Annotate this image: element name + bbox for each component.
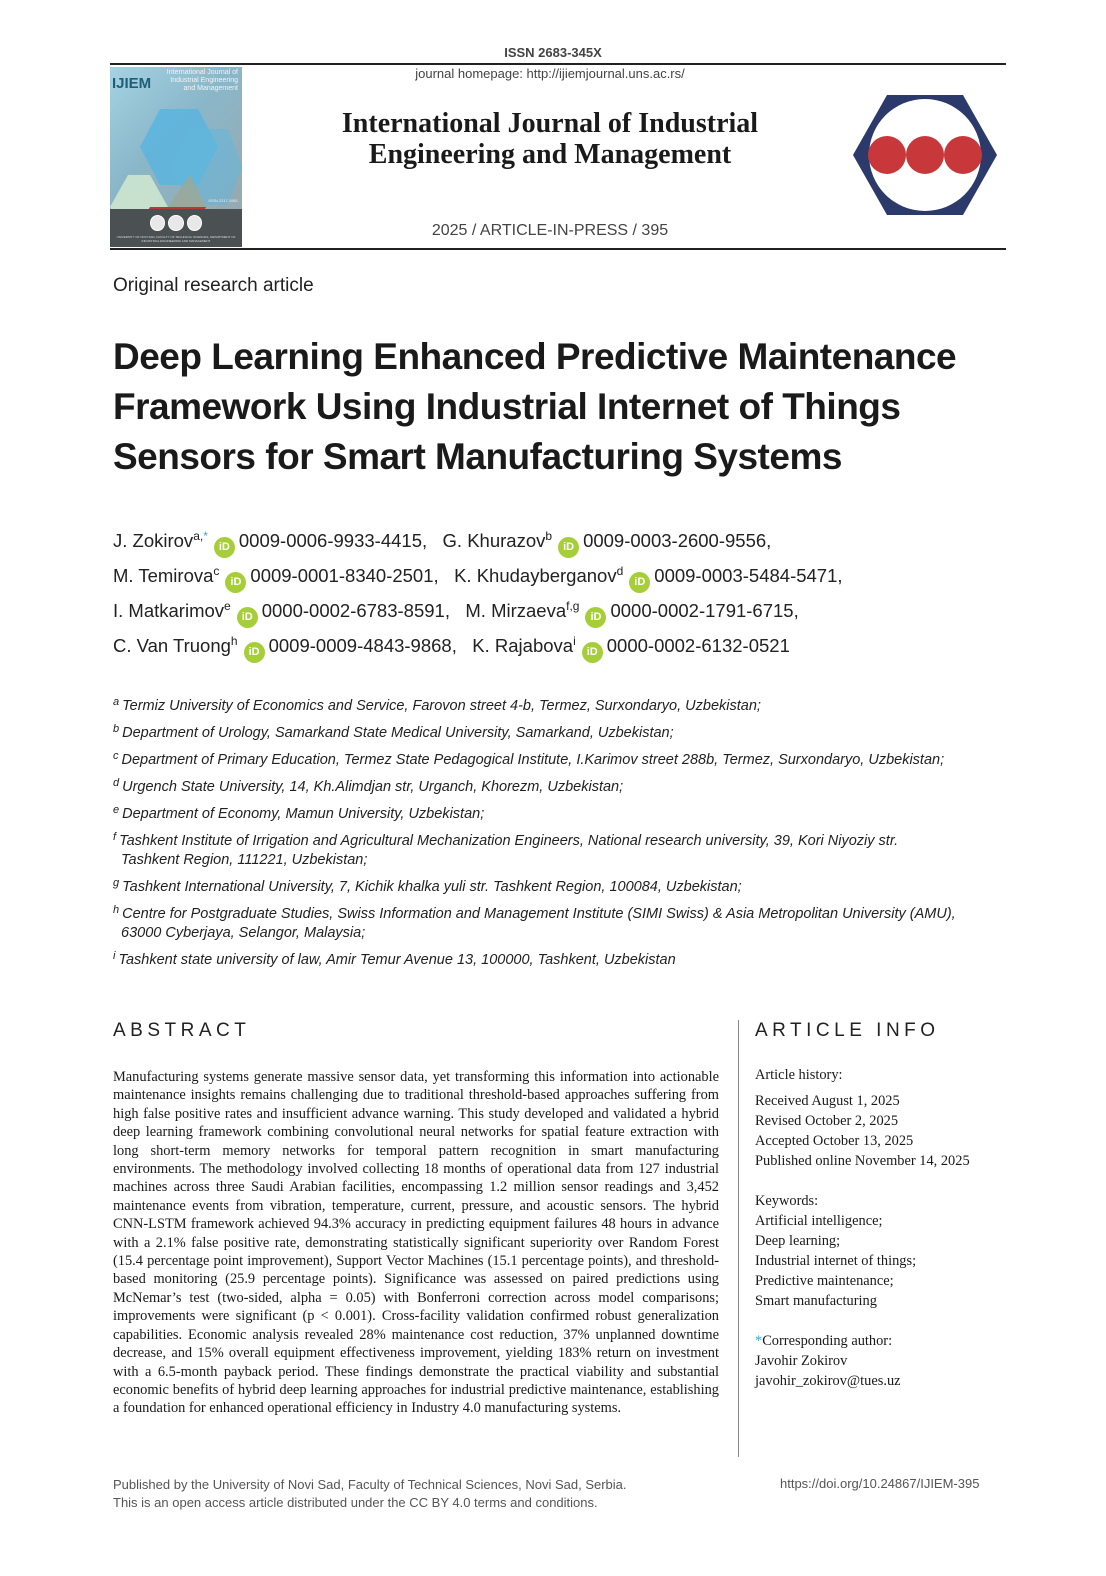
orcid-icon[interactable]: iD (585, 607, 606, 628)
cover-logo-text: IJIEM (112, 75, 152, 92)
keyword-item: Deep learning; (755, 1233, 841, 1249)
affiliation-text-continued: 63000 Cyberjaya, Selangor, Malaysia; (121, 925, 366, 941)
separator: , (444, 600, 450, 621)
author-affil-sup: b (545, 529, 553, 543)
author-affil-sup: e (224, 599, 231, 613)
orcid-icon[interactable]: iD (214, 537, 235, 558)
separator: , (766, 530, 772, 551)
university-seal-icon (150, 215, 165, 231)
separator: , (793, 600, 799, 621)
affiliation-item (113, 951, 1013, 970)
affiliation-key: h (113, 904, 120, 916)
article-history-item: Accepted October 13, 2025 (755, 1133, 914, 1149)
affiliation-text-continued: Tashkent Region, 111221, Uzbekistan; (121, 852, 368, 868)
affiliation-text: Department of Economy, Mamun University, Uzbekistan; (122, 806, 485, 822)
author-affil-sup: f,g (566, 599, 580, 613)
affiliation-item (113, 724, 1013, 743)
orcid-link[interactable]: 0009-0003-2600-9556 (583, 530, 767, 551)
affiliation-text: Department of Urology, Samarkand State Medical University, Samarkand, Uzbekistan; (122, 725, 674, 741)
journal-title-line: International Journal of Industrial (341, 108, 759, 139)
author-list (113, 523, 1013, 663)
abstract-body: Manufacturing systems generate massive sensor data, yet transforming this information into actionable maintenance insights remains challenging due to traditional threshold-based approaches suffering from high false positive rates and insufficient advance warning. This study developed and validated a hybrid deep learning framework combining convolutional neural networks for spatial feature extraction with long short-term memory networks for temporal pattern recognition in smart manufacturing environments. The methodology involved collecting 18 months of operational data from 127 industrial machines across three Saudi Arabian facilities, encompassing 1.2 million sensor readings and 3,452 maintenance events from vibration, temperature, current, pressure, and acoustic sensors. The hybrid CNN-LSTM framework achieved 94.3% accuracy in predicting equipment failures 48 hours in advance with a 2.1% false positive rate, demonstrating statistically significant superiority over Random Forest (15.4 percentage point improvement), Support Vector Machines (15.1 percentage points), and threshold-based monitoring (25.9 percentage points). Significance was assessed on paired predictions using McNemar’s test (two-sided, alpha = 0.05) with Bonferroni correction across model comparisons; improvements were significant (p < 0.001). Cross-facility validation confirmed robust generalization capabilities. Economic analysis revealed 28% maintenance cost reduction, 37% unplanned downtime decrease, and 15% overall equipment effectiveness improvement, yielding 183% return on investment with a 6.5-month payback period. These findings demonstrate the practical viability and substantial economic benefits of hybrid deep learning approaches for industrial predictive maintenance, establishing a foundation for enhanced operational efficiency in Industry 4.0 manufacturing systems. (113, 1069, 719, 1417)
journal-title (250, 108, 850, 170)
article-title (113, 332, 993, 482)
author (465, 600, 579, 621)
article-type: Original research article (113, 275, 314, 296)
affiliation-key: a (113, 696, 120, 708)
orcid-link[interactable]: 0009-0009-4843-9868 (268, 635, 452, 656)
corresponding-author-name: Javohir Zokirov (755, 1353, 848, 1369)
article-history-item: Revised October 2, 2025 (755, 1113, 899, 1129)
author-line (113, 558, 1013, 593)
author-name: M. Mirzaeva (465, 600, 567, 621)
separator: , (837, 565, 843, 586)
author-affil-sup: h (230, 634, 238, 648)
affiliation-key: i (113, 950, 116, 962)
author-name: K. Rajabova (472, 635, 574, 656)
abstract-heading: ABSTRACT (113, 1020, 251, 1041)
cover-footer-text: UNIVERSITY OF NOVI SAD, FACULTY OF TECHNICAL SCIENCES, DEPARTMENT OF INDUSTRIAL ENGINEERING AND MANAGEMENT (116, 235, 236, 243)
author (454, 565, 623, 586)
affiliation-key: c (113, 750, 119, 762)
author-name: I. Matkarimov (113, 600, 225, 621)
separator: , (433, 565, 439, 586)
cover-issn: ISSN 2217-2661 (208, 198, 238, 203)
issn-label: ISSN 2683-345X (504, 45, 602, 60)
author (113, 565, 219, 586)
keyword-item: Predictive maintenance; (755, 1273, 894, 1289)
affiliation-item (113, 697, 1013, 716)
faculty-seal-icon (168, 215, 183, 231)
affiliation-item (113, 832, 1013, 870)
author-affil-sup: a, (193, 529, 204, 543)
affiliation-text: Tashkent International University, 7, Kichik khalka yuli str. Tashkent Region, 100084, Uzbekistan; (122, 879, 742, 895)
author (472, 635, 575, 656)
orcid-link[interactable]: 0009-0001-8340-2501 (250, 565, 434, 586)
orcid-link[interactable]: 0000-0002-1791-6715 (610, 600, 794, 621)
author-affil-sup: c (213, 564, 220, 578)
article-title-line: Sensors for Smart Manufacturing Systems (113, 436, 842, 477)
doi-link[interactable]: https://doi.org/10.24867/IJIEM-395 (780, 1476, 980, 1491)
affiliation-item (113, 905, 1013, 943)
journal-cover-image (110, 67, 242, 247)
orcid-icon[interactable]: iD (225, 572, 246, 593)
affiliation-item (113, 778, 1013, 797)
orcid-link[interactable]: 0000-0002-6132-0521 (606, 635, 790, 656)
author (113, 600, 231, 621)
affiliation-item (113, 751, 1013, 770)
header-rule-bottom (110, 248, 1006, 250)
author-line (113, 523, 1013, 558)
author-name: J. Zokirov (113, 530, 194, 551)
article-history-item: Published online November 14, 2025 (755, 1153, 970, 1169)
separator: , (451, 635, 457, 656)
article-title-line: Framework Using Industrial Internet of Things (113, 386, 901, 427)
article-info-heading: ARTICLE INFO (755, 1020, 940, 1041)
article-title-line: Deep Learning Enhanced Predictive Maintenance (113, 336, 957, 377)
column-divider (738, 1020, 739, 1457)
author-name: C. Van Truong (113, 635, 231, 656)
header-rule-top (110, 63, 1006, 65)
affiliation-item (113, 805, 1013, 824)
affiliation-list (113, 697, 1013, 978)
footer-license: This is an open access article distributed under the CC BY 4.0 terms and conditions. (113, 1495, 598, 1510)
keyword-item: Industrial internet of things; (755, 1253, 917, 1269)
footer-publisher-info (113, 1476, 627, 1512)
orcid-icon[interactable]: iD (237, 607, 258, 628)
affiliation-item (113, 878, 1013, 897)
footer-publisher: Published by the University of Novi Sad, Faculty of Technical Sciences, Novi Sad, Serbia. (113, 1477, 627, 1492)
orcid-icon[interactable]: iD (582, 642, 603, 663)
author-affil-sup: d (616, 564, 624, 578)
affiliation-text: Termiz University of Economics and Service, Farovon street 4-b, Termez, Surxondaryo, Uzbekistan; (122, 698, 761, 714)
orcid-link[interactable]: 0000-0002-6783-8591 (261, 600, 445, 621)
article-info-panel (755, 1065, 1015, 1391)
keywords-label: Keywords: (755, 1193, 819, 1209)
affiliation-text: Tashkent state university of law, Amir Temur Avenue 13, 100000, Tashkent, Uzbekistan (118, 952, 676, 968)
cover-seals (150, 215, 202, 229)
affiliation-text: Urgench State University, 14, Kh.Alimdjan str, Urganch, Khorezm, Uzbekistan; (122, 779, 624, 795)
cover-footer-band (110, 209, 242, 247)
affiliation-text: Tashkent Institute of Irrigation and Agricultural Mechanization Engineers, National research university, 39, Kori Niyoziy str. (119, 833, 899, 849)
affiliation-key: f (113, 831, 117, 843)
separator: , (421, 530, 428, 551)
orcid-icon[interactable]: iD (244, 642, 265, 663)
author-name: M. Temirova (113, 565, 214, 586)
keyword-item: Artificial intelligence; (755, 1213, 883, 1229)
journal-title-line: Engineering and Management (368, 139, 732, 170)
volume-info: 2025 / ARTICLE-IN-PRESS / 395 (431, 222, 669, 239)
department-seal-icon (187, 215, 202, 231)
orcid-link[interactable]: 0009-0006-9933-4415 (238, 530, 422, 551)
orcid-icon[interactable]: iD (629, 572, 650, 593)
corresponding-star: * (755, 1333, 763, 1349)
journal-homepage-link[interactable]: journal homepage: http://ijiemjournal.uns.ac.rs/ (415, 66, 685, 81)
author-name: K. Khudayberganov (454, 565, 617, 586)
affiliation-key: d (113, 777, 120, 789)
author-name: G. Khurazov (442, 530, 546, 551)
corresponding-author-email[interactable]: javohir_zokirov@tues.uz (755, 1373, 901, 1389)
affiliation-key: e (113, 804, 120, 816)
orcid-link[interactable]: 0009-0003-5484-5471 (654, 565, 838, 586)
orcid-icon[interactable]: iD (558, 537, 579, 558)
author-line (113, 593, 1013, 628)
affiliation-key: b (113, 723, 120, 735)
author-line (113, 628, 1013, 663)
cover-title: International Journal of Industrial Engineering and Management (166, 69, 238, 92)
corresponding-label-text: Corresponding author: (762, 1333, 893, 1349)
keyword-item: Smart manufacturing (755, 1293, 877, 1309)
author (113, 530, 208, 551)
author-affil-sup: i (573, 634, 576, 648)
corresponding-author-label (755, 1331, 1015, 1351)
affiliation-text: Department of Primary Education, Termez State Pedagogical Institute, I.Karimov street 288b, Termez, Surxondaryo, Uzbekistan; (121, 752, 945, 768)
journal-logo-icon (853, 93, 997, 217)
corresponding-star: * (203, 529, 208, 543)
author (113, 635, 238, 656)
author (443, 530, 553, 551)
article-history-label: Article history: (755, 1067, 843, 1083)
affiliation-text: Centre for Postgraduate Studies, Swiss Information and Management Institute (SIMI Swiss) & Asia Metropolitan University (AMU), (122, 906, 956, 922)
article-history-item: Received August 1, 2025 (755, 1093, 900, 1109)
affiliation-key: g (113, 877, 120, 889)
